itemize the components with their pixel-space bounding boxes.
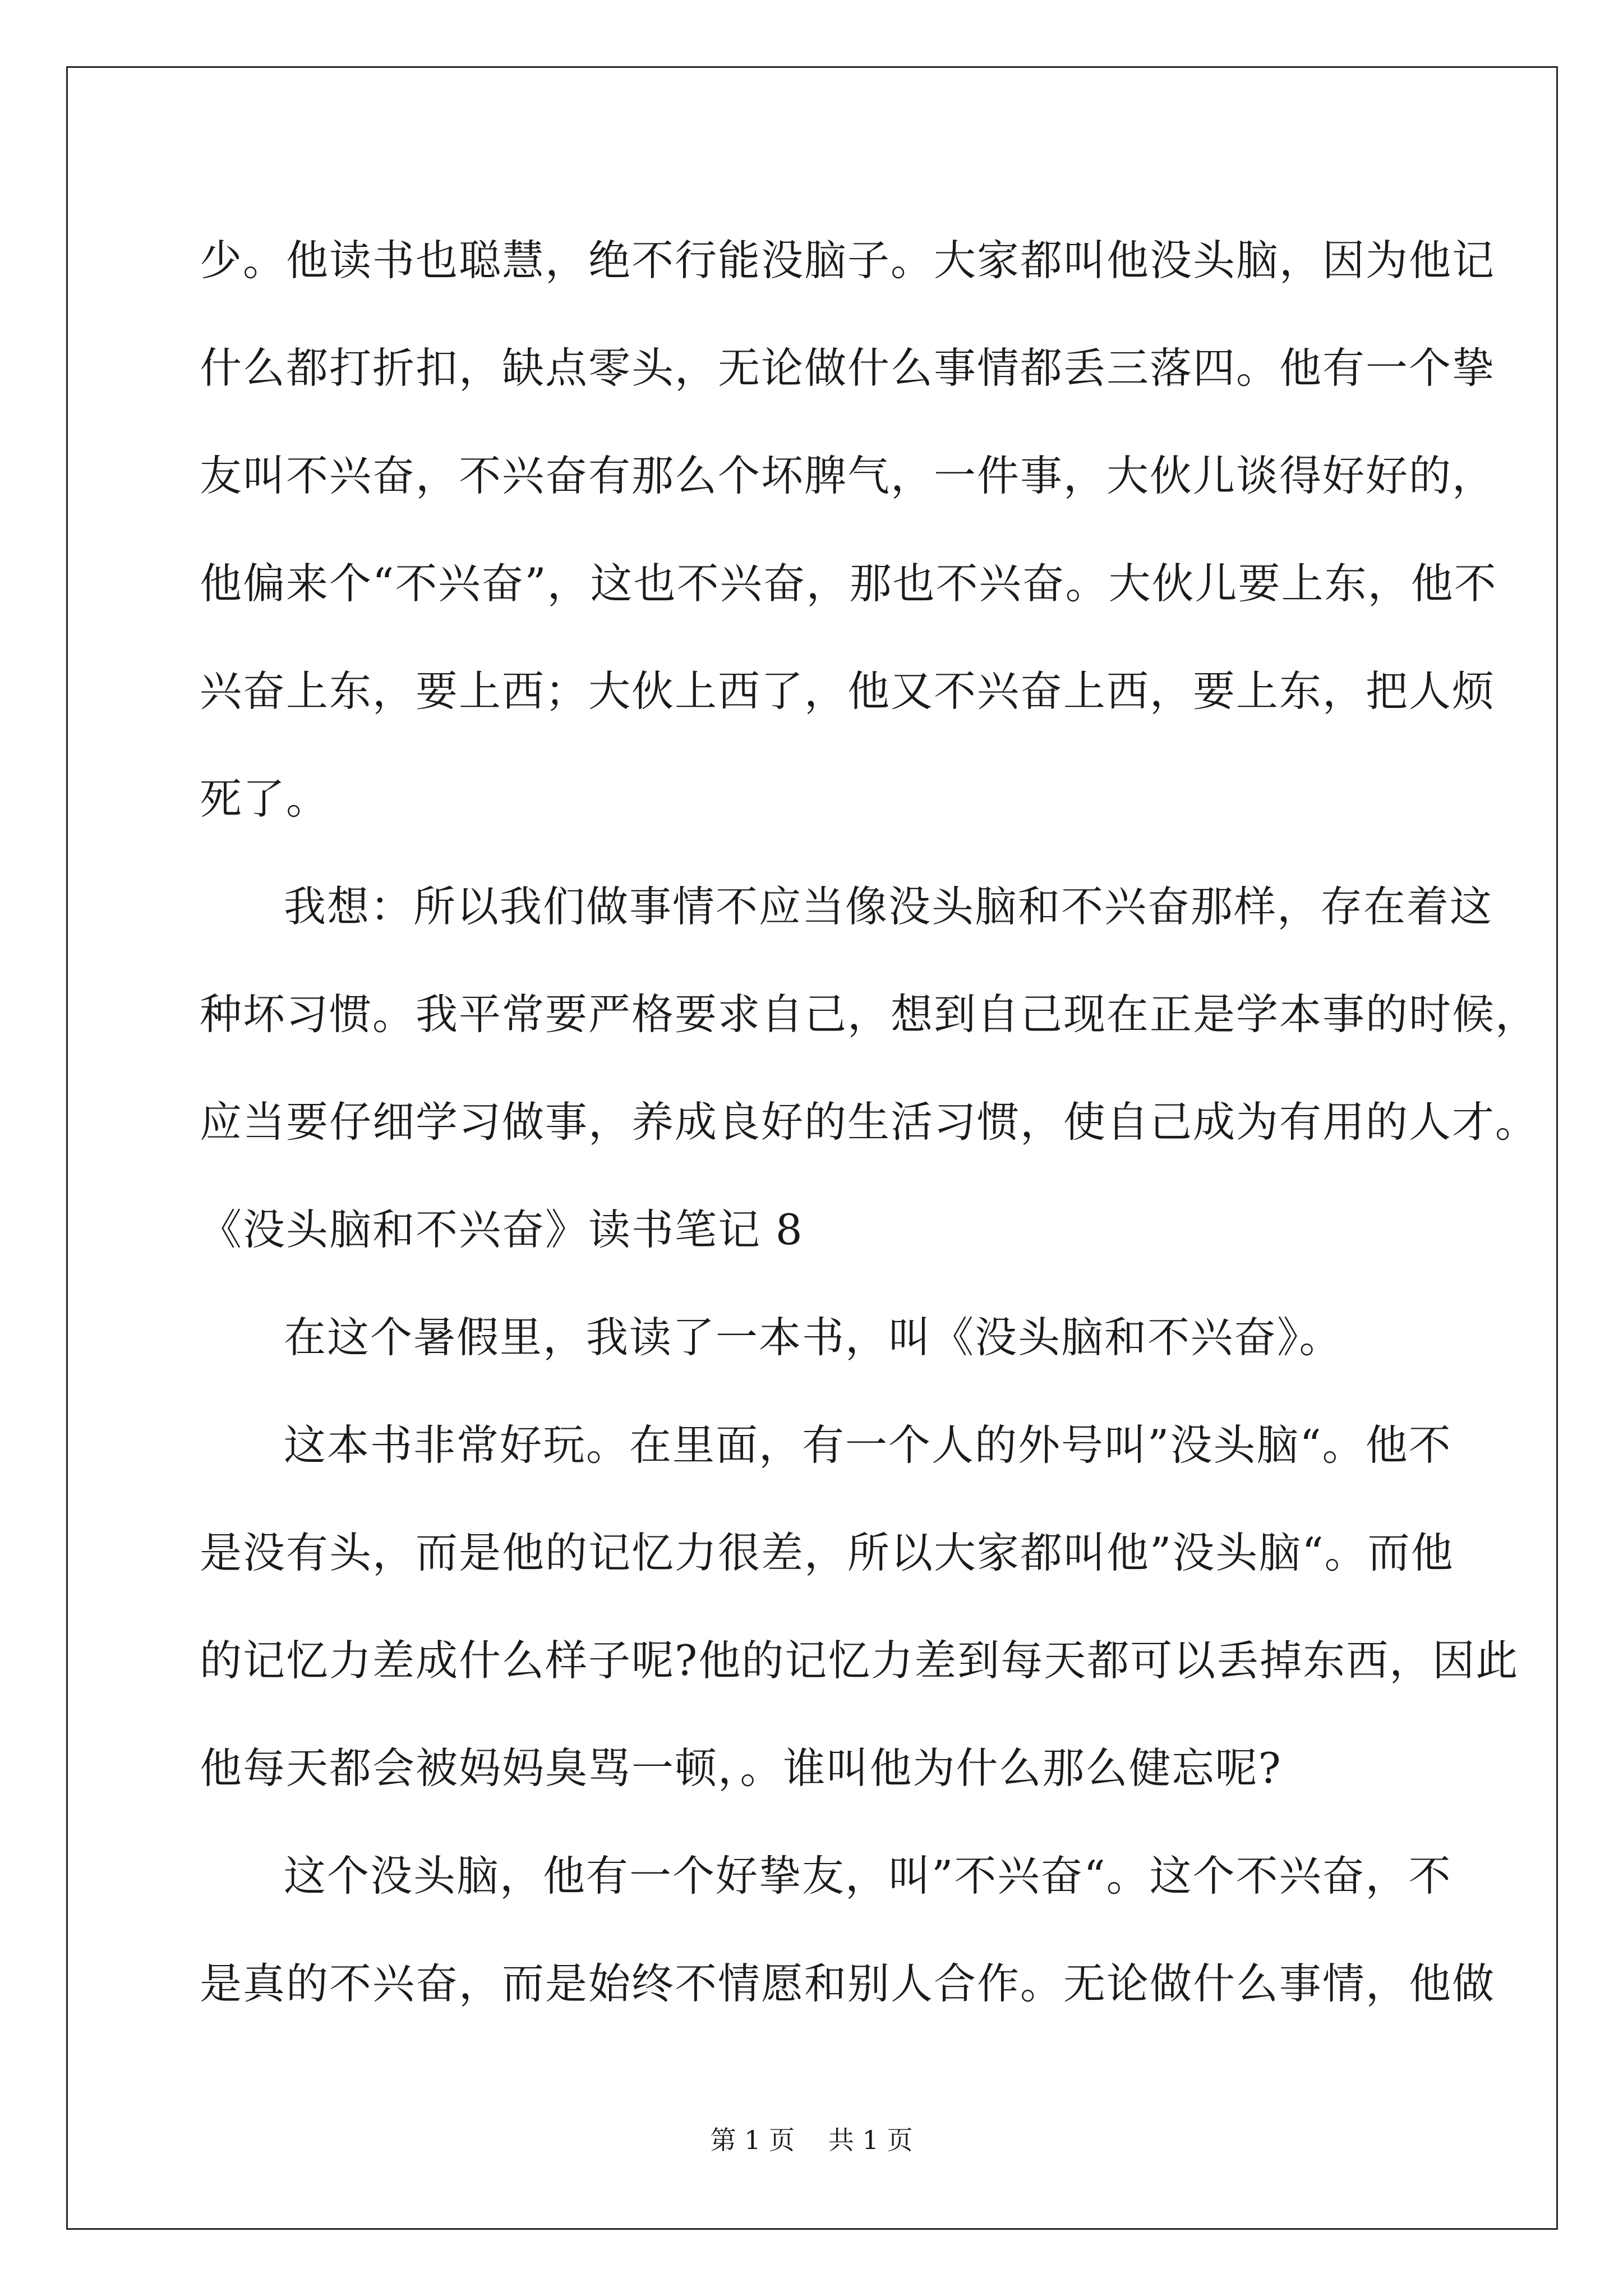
text-line-7: 我想：所以我们做事情不应当像没头脑和不兴奋那样，存在着这	[284, 882, 1493, 931]
text-line-2: 什么都打折扣，缺点零头，无论做什么事情都丢三落四。他有一个挚	[200, 343, 1496, 393]
text-line-8: 种坏习惯。我平常要严格要求自己，想到自己现在正是学本事的时候，	[200, 990, 1539, 1039]
page-total: 共 1 页	[828, 2125, 913, 2155]
text-line-16: 这个没头脑，他有一个好挚友，叫”不兴奋“。这个不兴奋，不	[284, 1851, 1452, 1901]
text-line-9: 应当要仔细学习做事，养成良好的生活习惯，使自己成为有用的人才。	[200, 1097, 1539, 1147]
text-line-12: 这本书非常好玩。在里面，有一个人的外号叫”没头脑“。他不	[284, 1420, 1452, 1470]
page-footer	[0, 2123, 1623, 2157]
text-line-17: 是真的不兴奋，而是始终不情愿和别人合作。无论做什么事情，他做	[200, 1959, 1496, 2008]
document-body	[200, 206, 1539, 2037]
text-line-11: 在这个暑假里，我读了一本书，叫《没头脑和不兴奋》。	[284, 1313, 1343, 1362]
text-line-15: 他每天都会被妈妈臭骂一顿，。谁叫他为什么那么健忘呢?	[200, 1743, 1282, 1793]
text-line-1: 少。他读书也聪慧，绝不行能没脑子。大家都叫他没头脑，因为他记	[200, 236, 1496, 285]
text-line-3: 友叫不兴奋，不兴奋有那么个坏脾气，一件事，大伙儿谈得好好的，	[200, 451, 1496, 500]
text-line-4: 他偏来个“不兴奋”，这也不兴奋，那也不兴奋。大伙儿要上东，他不	[200, 559, 1497, 608]
page-number: 第 1 页	[710, 2125, 795, 2155]
text-line-5: 兴奋上东，要上西；大伙上西了，他又不兴奋上西，要上东，把人烦	[200, 666, 1496, 716]
text-line-14: 的记忆力差成什么样子呢?他的记忆力差到每天都可以丢掉东西，因此	[200, 1636, 1519, 1685]
text-line-13: 是没有头，而是他的记忆力很差，所以大家都叫他”没头脑“。而他	[200, 1528, 1454, 1577]
text-line-6: 死了。	[200, 774, 330, 823]
section-heading: 《没头脑和不兴奋》读书笔记 8	[200, 1205, 804, 1254]
